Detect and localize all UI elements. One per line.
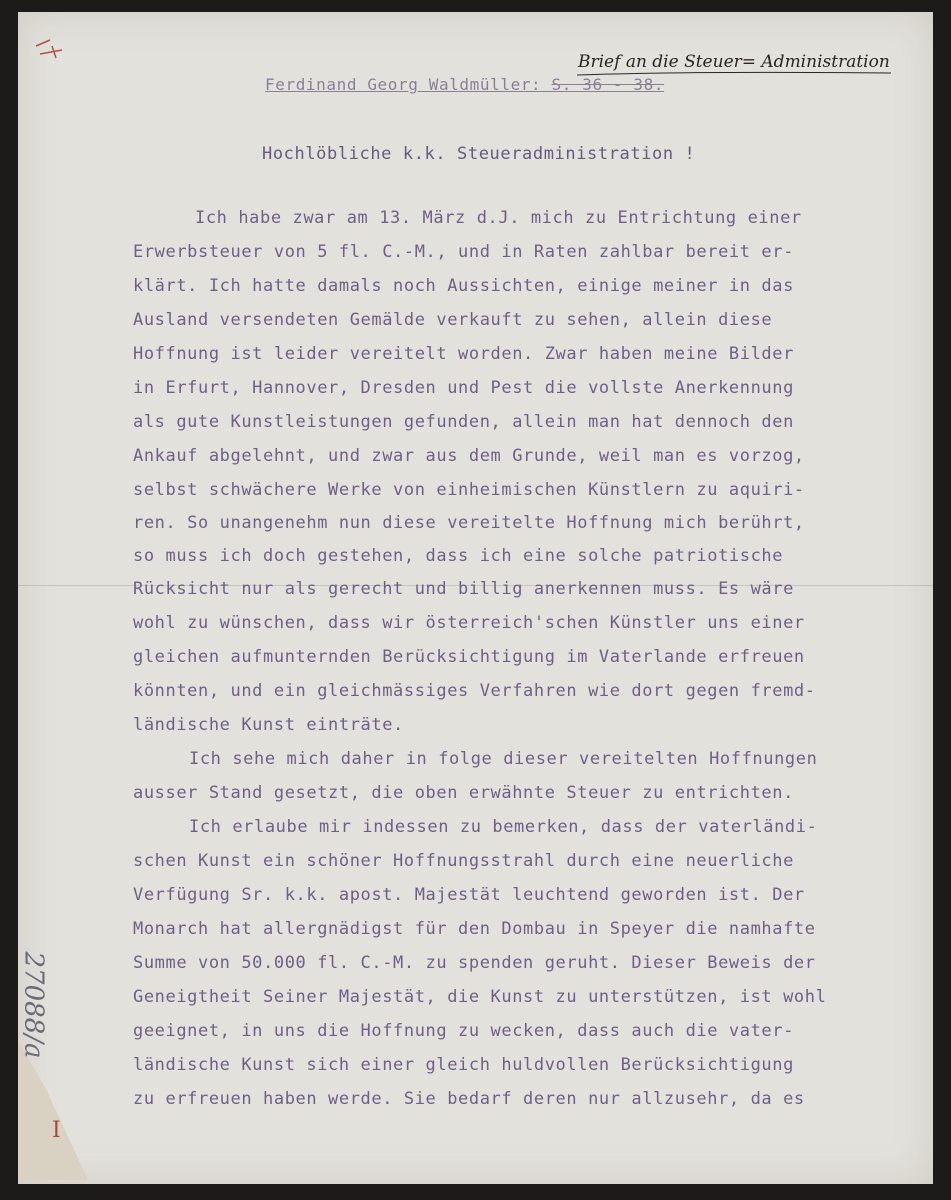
- body-line: so muss ich doch gestehen, dass ich eine solche patriotische: [133, 546, 784, 566]
- body-line: Ich habe zwar am 13. März d.J. mich zu Entrichtung einer: [195, 208, 802, 228]
- body-line: wohl zu wünschen, dass wir österreich'schen Künstler uns einer: [133, 613, 805, 633]
- body-line: schen Kunst ein schöner Hoffnungsstrahl durch eine neuerliche: [133, 851, 794, 871]
- body-line: selbst schwächere Werke von einheimischen Künstlern zu aquiri-: [133, 480, 805, 500]
- body-line: ren. So unangenehm nun diese vereitelte Hoffnung mich berührt,: [133, 513, 805, 533]
- body-line: Ankauf abgelehnt, und zwar aus dem Grunde, weil man es vorzog,: [133, 446, 805, 466]
- handwritten-underline: [575, 70, 895, 78]
- corner-tick-mark: [32, 36, 72, 64]
- body-line: ländische Kunst sich einer gleich huldvollen Berücksichtigung: [133, 1055, 794, 1075]
- salutation: Hochlöbliche k.k. Steueradministration !: [262, 144, 696, 164]
- body-line: Monarch hat allergnädigst für den Dombau in Speyer die namhafte: [133, 919, 816, 939]
- body-line: Hoffnung ist leider vereitelt worden. Zwar haben meine Bilder: [133, 344, 794, 364]
- handwritten-note: Brief an die Steuer= Administration: [578, 52, 890, 72]
- body-line: ausser Stand gesetzt, die oben erwähnte Steuer zu entrichten.: [133, 783, 794, 803]
- struck-page-reference: S. 36 - 38.: [551, 75, 665, 94]
- body-line: Rücksicht nur als gerecht und billig anerkennen muss. Es wäre: [133, 579, 794, 599]
- body-line: Verfügung Sr. k.k. apost. Majestät leuchtend geworden ist. Der: [133, 885, 805, 905]
- body-line: Ich sehe mich daher in folge dieser vereitelten Hoffnungen: [189, 749, 818, 769]
- body-line: Ich erlaube mir indessen zu bemerken, dass der vaterländi-: [189, 817, 818, 837]
- body-line: Geneigtheit Seiner Majestät, die Kunst zu unterstützen, ist wohl: [133, 987, 827, 1007]
- title-text: Ferdinand Georg Waldmüller:: [265, 75, 542, 94]
- body-line: zu erfreuen haben werde. Sie bedarf deren nur allzusehr, da es: [133, 1089, 805, 1109]
- body-line: gleichen aufmunternden Berücksichtigung im Vaterlande erfreuen: [133, 647, 805, 667]
- body-line: könnten, und ein gleichmässiges Verfahren wie dort gegen fremd-: [133, 681, 816, 701]
- body-line: als gute Kunstleistungen gefunden, allein man hat dennoch den: [133, 412, 794, 432]
- body-line: Summe von 50.000 fl. C.-M. zu spenden geruht. Dieser Beweis der: [133, 953, 816, 973]
- body-line: in Erfurt, Hannover, Dresden und Pest die vollste Anerkennung: [133, 378, 794, 398]
- body-line: ländische Kunst einträte.: [133, 715, 404, 735]
- corner-mark: I: [52, 1118, 61, 1143]
- body-line: Ausland versendeten Gemälde verkauft zu sehen, allein diese: [133, 310, 773, 330]
- margin-archive-number: 27088/a: [18, 951, 49, 1059]
- body-line: klärt. Ich hatte damals noch Aussichten, einige meiner in das: [133, 276, 794, 296]
- body-line: geeignet, in uns die Hoffnung zu wecken, dass auch die vater-: [133, 1021, 794, 1041]
- body-line: Erwerbsteuer von 5 fl. C.-M., und in Raten zahlbar bereit er-: [133, 242, 794, 262]
